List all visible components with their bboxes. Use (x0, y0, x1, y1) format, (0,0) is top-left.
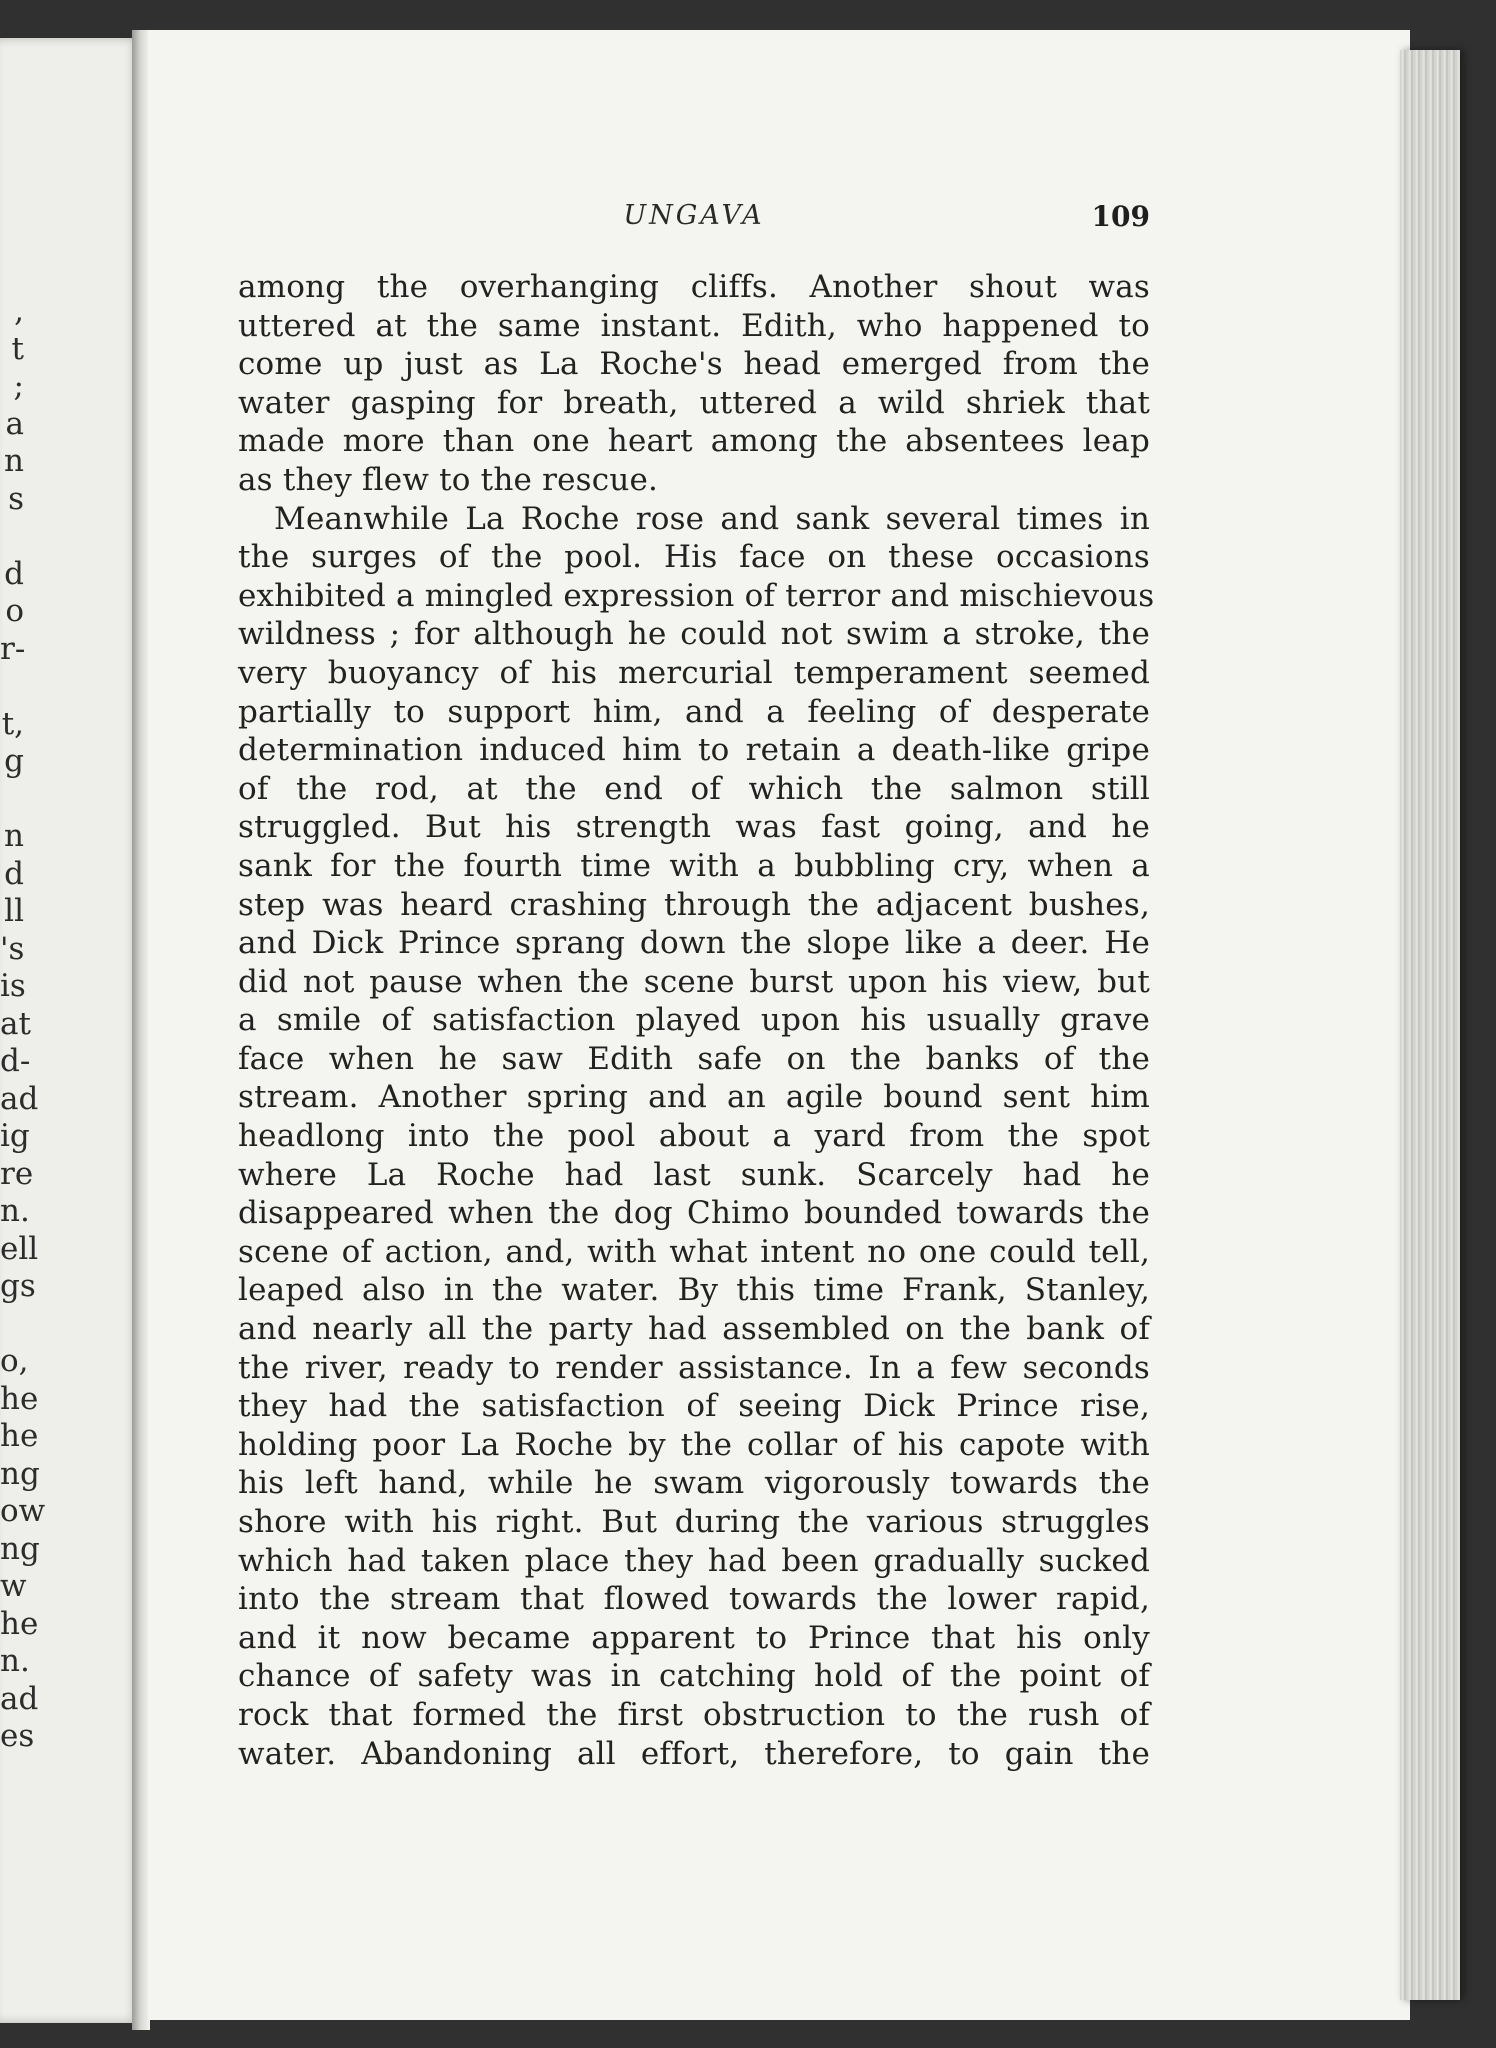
text-line: come up just as La Roche's head emerged from the (238, 346, 1150, 383)
left-page-fragment: 's (0, 930, 25, 967)
left-page-fragment: re (0, 1155, 34, 1192)
text-line: partially to support him, and a feeling of desperate (238, 693, 1150, 730)
left-page-fragment: d (4, 855, 24, 892)
left-page-fragment: he (0, 1418, 39, 1454)
left-page-fragment: is (0, 968, 26, 1004)
text-line: uttered at the same instant. Edith, who happened to (238, 307, 1150, 344)
left-page-fragment: a (5, 405, 24, 442)
text-line: headlong into the pool about a yard from the spot (238, 1118, 1150, 1155)
left-page-fragment: d- (0, 1043, 31, 1079)
text-line: stream. Another spring and an agile bound sent him (238, 1079, 1150, 1116)
page-edges (1400, 50, 1460, 2000)
text-line: a smile of satisfaction played upon his usually grave (238, 1002, 1150, 1039)
running-head: UNGAVA (623, 200, 765, 231)
text-line: and Dick Prince sprang down the slope like a deer. He (238, 925, 1150, 962)
text-line: chance of safety was in catching hold of the point of (238, 1658, 1150, 1695)
text-line: they had the satisfaction of seeing Dick Prince rise, (238, 1388, 1150, 1425)
left-page-fragment: n. (0, 1643, 30, 1679)
left-page-fragment: ig (0, 1118, 30, 1154)
left-page-fragment: n (4, 818, 24, 854)
text-line: made more than one heart among the absentees leap (238, 423, 1150, 460)
text-line: holding poor La Roche by the collar of his capote with (238, 1426, 1150, 1463)
left-page-fragment: s (8, 480, 24, 517)
left-page-fragment: es (0, 1718, 35, 1754)
text-line: as they flew to the rescue. (238, 461, 659, 498)
text-line: sank for the fourth time with a bubbling cry, when a (238, 847, 1150, 884)
text-line: face when he saw Edith safe on the banks of the (238, 1040, 1150, 1077)
left-page-fragment (0, 1306, 24, 1344)
text-line: leaped also in the water. By this time Frank, Stanley, (238, 1272, 1150, 1309)
left-page-fragment (0, 518, 24, 556)
text-line: and it now became apparent to Prince that his only (238, 1619, 1150, 1656)
text-line: rock that formed the first obstruction to the rush of (238, 1696, 1150, 1733)
text-line: very buoyancy of his mercurial temperament seemed (238, 654, 1150, 691)
left-page-fragment: d (4, 555, 24, 592)
text-line: exhibited a mingled expression of terror and mischievous (238, 577, 1155, 614)
left-page-fragment: t (11, 330, 24, 367)
left-page-fragment (0, 668, 24, 706)
text-line: which had taken place they had been gradually sucked (238, 1542, 1150, 1579)
left-page-fragment (0, 781, 24, 819)
left-page-fragment: o, (0, 1343, 29, 1379)
left-page-fragment: ell (0, 1230, 39, 1267)
text-line: where La Roche had last sunk. Scarcely had he (238, 1156, 1150, 1193)
left-page-fragment: n (4, 443, 24, 479)
left-page-fragment: n. (0, 1193, 30, 1229)
text-line: did not pause when the scene burst upon his view, but (238, 963, 1150, 1000)
text-line: shore with his right. But during the various struggles (238, 1504, 1150, 1540)
text-line: wildness ; for although he could not swim a stroke, the (238, 616, 1150, 653)
text-line: determination induced him to retain a death-like gripe (238, 732, 1150, 769)
text-line: the river, ready to render assistance. In a few seconds (238, 1349, 1150, 1386)
left-page-fragment: ng (0, 1530, 40, 1567)
left-page-fragment: ng (0, 1455, 40, 1492)
left-page-fragment: at (0, 1005, 31, 1042)
left-page-fragment: he (0, 1605, 39, 1642)
left-page-fragment: he (0, 1380, 39, 1417)
left-page-fragment: ; (13, 368, 24, 404)
left-page-fragment: r- (0, 630, 26, 667)
left-page-fragment: ow (0, 1493, 46, 1529)
left-page-fragment: ad (0, 1080, 39, 1117)
left-page-fragment: t, (1, 705, 24, 742)
page-number: 109 (1091, 200, 1150, 233)
text-line: disappeared when the dog Chimo bounded towards the (238, 1195, 1150, 1232)
text-line: step was heard crashing through the adjacent bushes, (238, 886, 1150, 923)
text-line: among the overhanging cliffs. Another shout was (238, 269, 1150, 305)
left-page-fragment: ad (0, 1680, 39, 1717)
left-page-fragment: o (5, 593, 24, 629)
left-page-fragment: , (14, 293, 24, 329)
left-page-fragment: g (4, 743, 24, 779)
text-line: the surges of the pool. His face on these occasions (238, 539, 1150, 576)
text-line: Meanwhile La Roche rose and sank several times in (274, 500, 1150, 537)
left-page-fragments (0, 293, 46, 1756)
page-header (238, 200, 1150, 240)
left-page-fragment: ll (4, 893, 24, 929)
text-line: water gasping for breath, uttered a wild shriek that (238, 384, 1150, 421)
text-line: of the rod, at the end of which the salmon still (238, 770, 1150, 807)
text-line: water. Abandoning all effort, therefore, to gain the (238, 1735, 1150, 1772)
text-line: scene of action, and, with what intent no one could tell, (238, 1233, 1150, 1270)
text-line: and nearly all the party had assembled on the bank of (238, 1311, 1150, 1348)
body-text (238, 268, 1155, 1773)
left-page-fragment: w (0, 1568, 27, 1604)
text-line: his left hand, while he swam vigorously towards the (238, 1465, 1150, 1502)
text-line: struggled. But his strength was fast going, and he (238, 809, 1150, 846)
text-line: into the stream that flowed towards the lower rapid, (238, 1581, 1150, 1618)
left-page-edge (0, 38, 140, 2023)
left-page-fragment: gs (0, 1268, 36, 1304)
